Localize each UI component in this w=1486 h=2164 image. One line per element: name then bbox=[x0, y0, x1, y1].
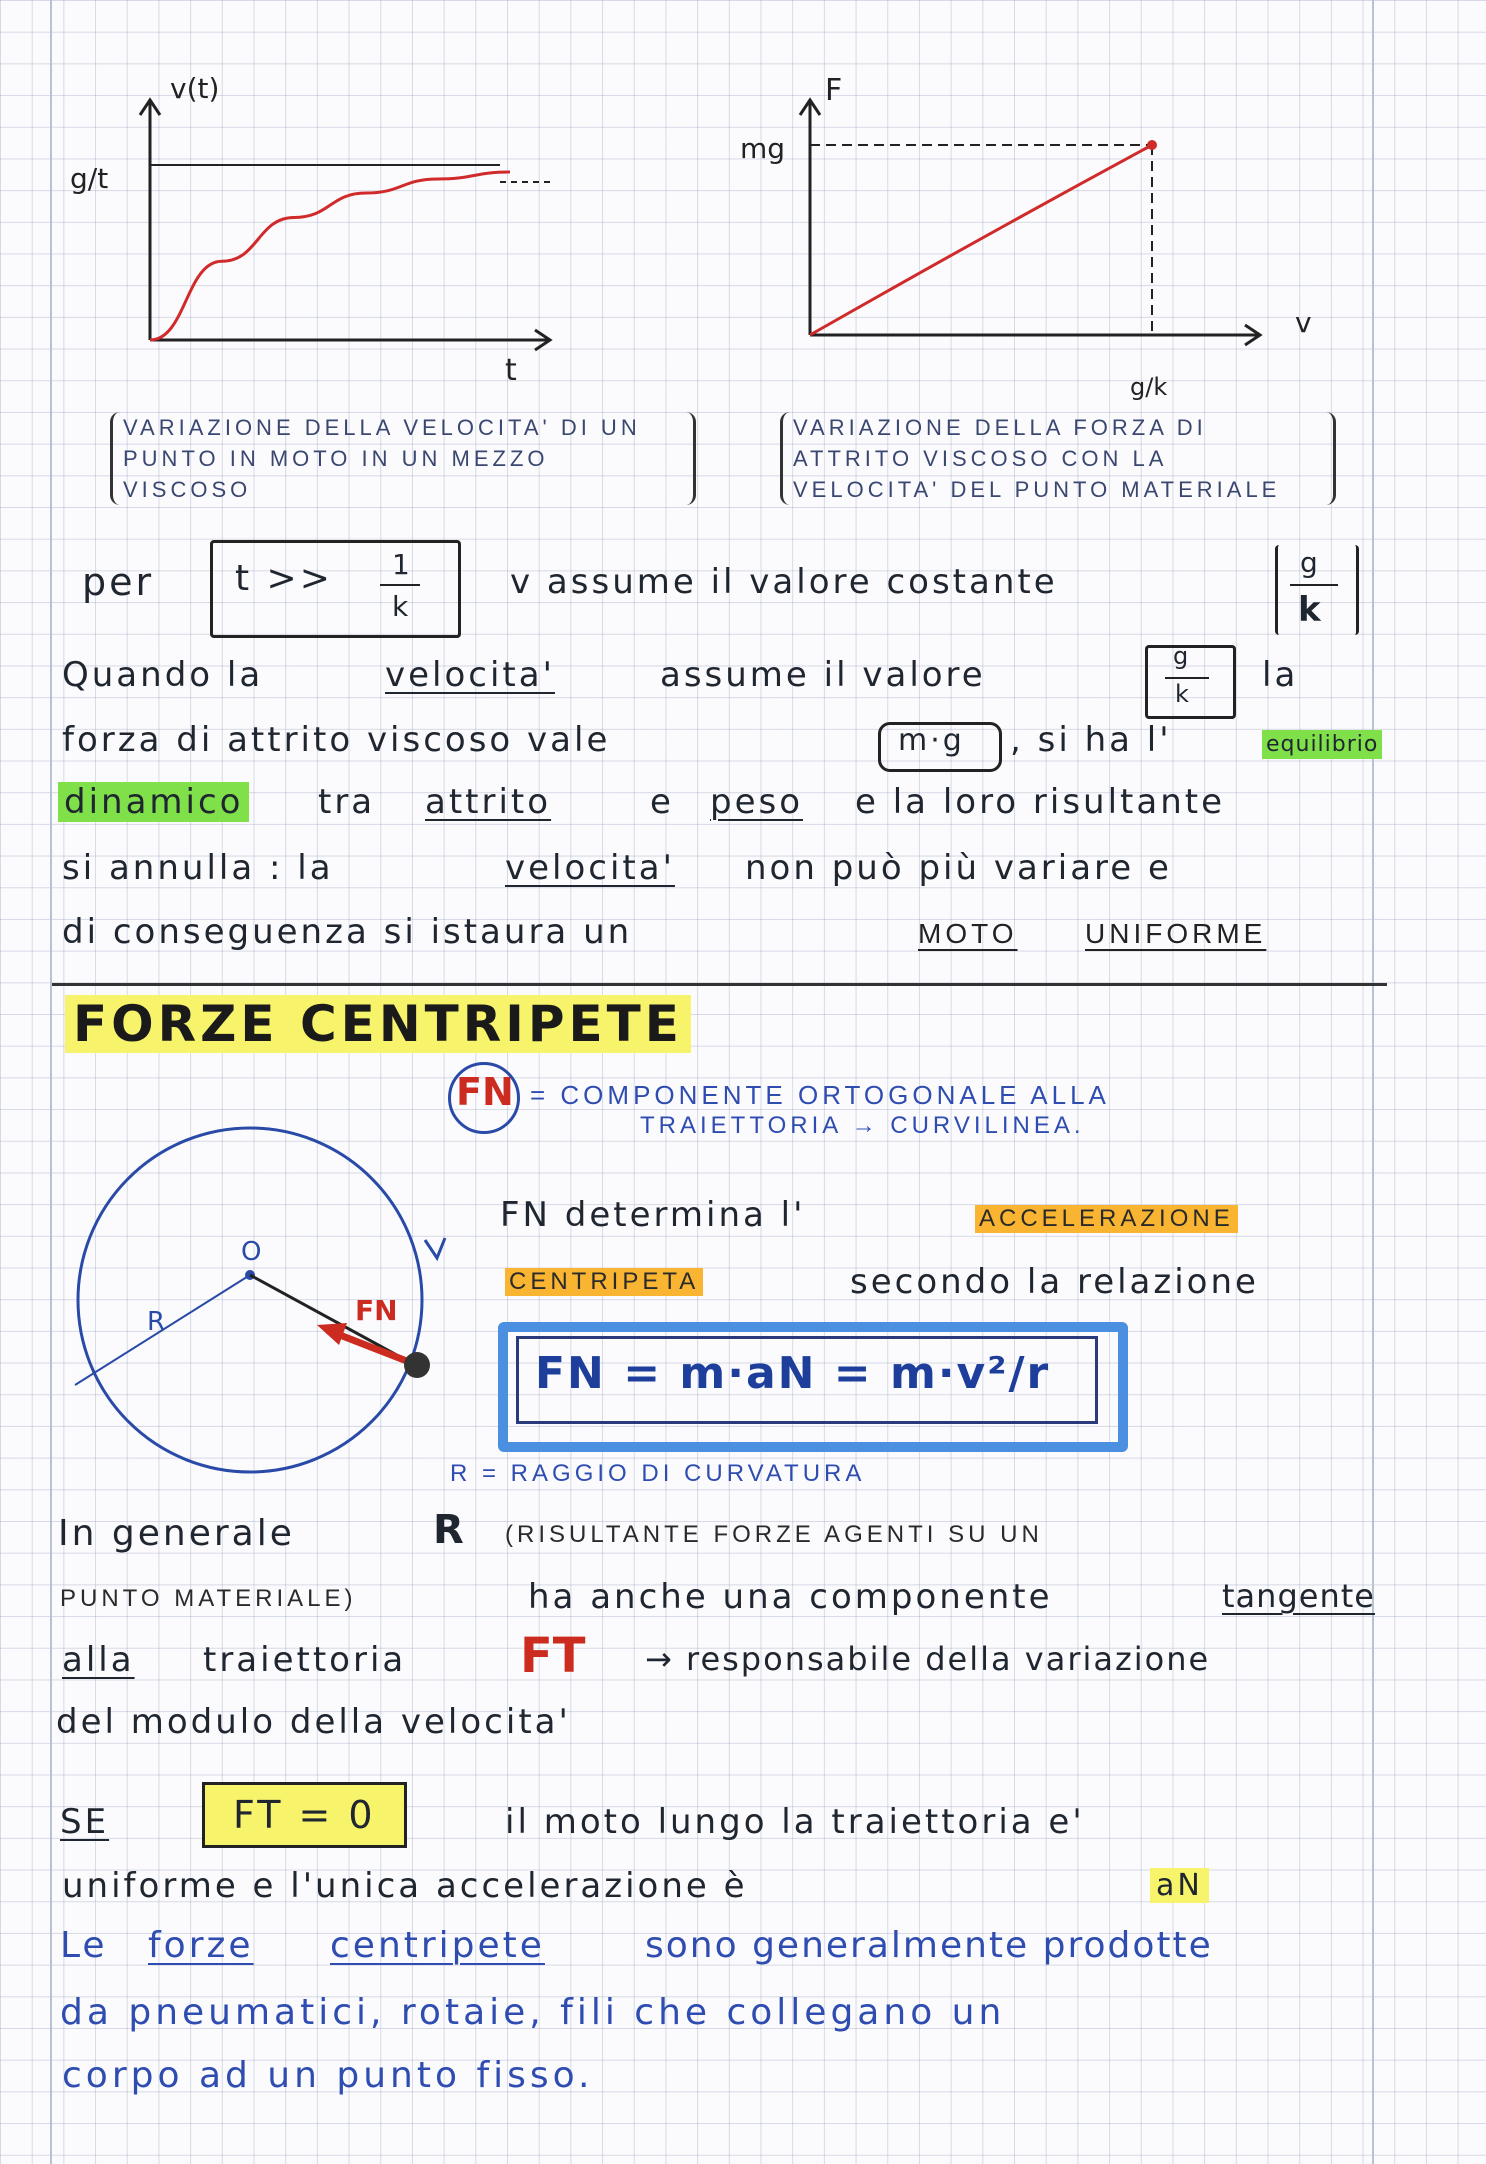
chart-velocity-ytick: g/t bbox=[70, 162, 109, 195]
quando-part1: Quando la bbox=[62, 655, 264, 695]
responsabile: → responsabile della variazione bbox=[645, 1640, 1211, 1678]
secondo-la-relazione: secondo la relazione bbox=[850, 1262, 1259, 1302]
loro-risultante: e la loro risultante bbox=[855, 782, 1226, 822]
limit-frac-k: k bbox=[1298, 590, 1324, 630]
chart-force bbox=[730, 70, 1330, 420]
traiettoria-word: traiettoria bbox=[203, 1640, 407, 1680]
di-conseguenza: di conseguenza si istaura un bbox=[62, 912, 633, 952]
blue-forze: forze bbox=[148, 1925, 254, 1966]
trajectory-arrow bbox=[425, 1238, 445, 1258]
chart-velocity-ylabel: v(t) bbox=[170, 72, 220, 105]
in-generale: In generale bbox=[58, 1513, 295, 1554]
fn-definition-1: = COMPONENTE ORTOGONALE ALLA bbox=[530, 1080, 1110, 1110]
ha-anche: ha anche una componente bbox=[528, 1577, 1053, 1617]
blue-line-3: corpo ad un punto fisso. bbox=[62, 2055, 594, 2096]
radius-label: R bbox=[147, 1307, 166, 1337]
chart-force-end-point bbox=[1147, 140, 1157, 150]
force-label: FN bbox=[355, 1294, 398, 1327]
chart-force-xtick: g/k bbox=[1130, 373, 1168, 401]
risultante-caps: (RISULTANTE FORZE AGENTI SU UN bbox=[505, 1521, 1043, 1548]
si-annulla: si annulla : la bbox=[62, 848, 334, 888]
quando-part3: la bbox=[1262, 655, 1299, 695]
condition-frac-num: 1 bbox=[392, 548, 413, 581]
value-frac-k: k bbox=[1175, 680, 1192, 708]
chart-velocity bbox=[60, 70, 580, 410]
limit-frac-g: g bbox=[1300, 546, 1321, 579]
moving-body bbox=[404, 1352, 430, 1378]
quando-part2: assume il valore bbox=[660, 655, 986, 695]
chart-velocity-curve bbox=[150, 172, 510, 340]
section-divider bbox=[52, 983, 1387, 986]
chart-force-axes bbox=[800, 100, 1260, 345]
blue-sono: sono generalmente prodotte bbox=[645, 1925, 1213, 1966]
condition-frac-den: k bbox=[392, 590, 412, 623]
chart-force-xlabel: v bbox=[1295, 306, 1312, 339]
chart-force-ylabel: F bbox=[825, 73, 843, 108]
fn-force-arrow-head bbox=[317, 1323, 347, 1345]
moto-lungo: il moto lungo la traiettoria e' bbox=[505, 1802, 1085, 1842]
section-title: FORZE CENTRIPETE bbox=[65, 995, 691, 1053]
alla-word: alla bbox=[62, 1640, 135, 1680]
fn-symbol: FN bbox=[456, 1070, 514, 1114]
chart-velocity-axes bbox=[140, 100, 550, 350]
value-frac-bar bbox=[1165, 677, 1209, 679]
value-frac-g: g bbox=[1173, 642, 1192, 670]
formula: FN = m·aN = m·v²/r bbox=[535, 1348, 1051, 1399]
non-puo: non può più variare e bbox=[745, 848, 1172, 888]
velocita-2: velocita' bbox=[505, 848, 675, 888]
quando-velocita: velocita' bbox=[385, 655, 555, 695]
peso-word: peso bbox=[710, 782, 804, 822]
raggio-di-curvatura: R = RAGGIO DI CURVATURA bbox=[450, 1460, 866, 1487]
chart-force-ytick: mg bbox=[740, 132, 786, 165]
chart-force-caption: VARIAZIONE DELLA FORZA DI ATTRITO VISCOSO CON LA VELOCITA' DEL PUNTO MATERIALE bbox=[780, 412, 1336, 505]
moto-caps: MOTO bbox=[918, 918, 1018, 949]
circular-motion-diagram bbox=[55, 1120, 465, 1480]
blue-centripete: centripete bbox=[330, 1925, 545, 1966]
se-word: SE bbox=[60, 1802, 110, 1842]
tangente-word: tangente bbox=[1222, 1577, 1375, 1615]
equilibrio-highlight: equilibrio bbox=[1262, 730, 1382, 759]
ft-zero: FT = 0 bbox=[202, 1782, 407, 1848]
del-modulo: del modulo della velocita' bbox=[56, 1702, 571, 1742]
fn-determina: FN determina l' bbox=[500, 1195, 806, 1235]
per-word: per bbox=[82, 560, 155, 604]
condition-frac-bar bbox=[380, 584, 420, 586]
an-highlight: aN bbox=[1150, 1868, 1209, 1903]
dinamico-highlight: dinamico bbox=[58, 782, 249, 822]
si-ha: , si ha l' bbox=[1010, 720, 1172, 760]
center-label: O bbox=[241, 1237, 262, 1267]
blue-line-2: da pneumatici, rotaie, fili che collegano un bbox=[60, 1992, 1006, 2033]
chart-velocity-caption: VARIAZIONE DELLA VELOCITA' DI UN PUNTO IN MOTO IN UN MEZZO VISCOSO bbox=[110, 412, 696, 505]
blue-le: Le bbox=[60, 1925, 108, 1966]
uniforme-caps: UNIFORME bbox=[1085, 918, 1267, 949]
line-v-assume: v assume il valore costante bbox=[510, 562, 1058, 602]
tra-word: tra bbox=[318, 782, 376, 822]
condition-t: t >> bbox=[235, 558, 333, 599]
r-symbol: R bbox=[433, 1507, 467, 1553]
ft-symbol: FT bbox=[520, 1628, 586, 1684]
fn-definition-2: TRAIETTORIA → CURVILINEA. bbox=[640, 1112, 1085, 1139]
e-word: e bbox=[650, 782, 674, 822]
accelerazione-highlight: ACCELERAZIONE bbox=[975, 1205, 1238, 1233]
punto-materiale: PUNTO MATERIALE) bbox=[60, 1585, 357, 1612]
chart-force-line bbox=[810, 145, 1152, 335]
margin-line-right bbox=[1372, 0, 1374, 2164]
limit-frac-bar bbox=[1290, 584, 1338, 586]
attrito-word: attrito bbox=[425, 782, 552, 822]
mg-value: m·g bbox=[898, 723, 965, 758]
centripeta-highlight: CENTRIPETA bbox=[505, 1268, 703, 1296]
uniforme-line: uniforme e l'unica accelerazione è bbox=[62, 1866, 748, 1906]
forza-line: forza di attrito viscoso vale bbox=[62, 720, 611, 760]
chart-velocity-xlabel: t bbox=[505, 353, 517, 388]
margin-line-left bbox=[50, 0, 52, 2164]
